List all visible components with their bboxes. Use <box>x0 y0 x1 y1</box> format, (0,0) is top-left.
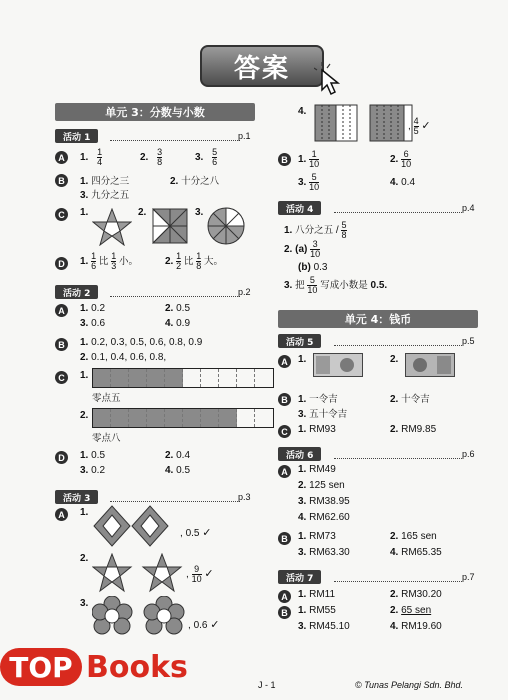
answer-b2: 2. 165 sen <box>390 531 437 542</box>
answer-a4: 4. 0.9 <box>165 318 191 329</box>
answer-a3: 3. $\frac{5}{6}$ <box>195 147 218 167</box>
dotted-leader <box>334 335 462 346</box>
answer-b3: 3. $\frac{5}{10}$ <box>298 172 320 192</box>
pointer-cursor-icon <box>314 62 348 96</box>
topbooks-logo <box>0 636 190 696</box>
logo-top-text: TOP <box>0 648 82 686</box>
answer-d1: 1. $\frac{1}{6}$ 比 $\frac{1}{3}$ 小。 <box>80 251 139 271</box>
unit4-title: 单元 4：钱币 <box>278 310 478 328</box>
answer-c2: 零点八 <box>92 433 121 444</box>
logo-books-text: Books <box>86 650 188 685</box>
section-b-badge: B <box>55 338 68 351</box>
activity-4-tab: 活动 4 <box>278 201 321 215</box>
page-ref: p.7 <box>462 572 475 582</box>
answer-b1: 1. $\frac{1}{10}$ <box>298 149 320 169</box>
answer-d1: 1. 0.5 <box>80 450 106 461</box>
item-number: 2. <box>80 410 89 421</box>
answer-b2: 2. $\frac{6}{10}$ <box>390 149 412 169</box>
item-number: 4. <box>298 106 307 117</box>
answer-a1: 1. RM11 <box>298 589 336 600</box>
answer-a3: 3. RM38.95 <box>298 496 350 507</box>
answer-a2: , $\frac{9}{10}$ ✓ <box>186 564 214 584</box>
section-a-badge: A <box>55 508 68 521</box>
page-ref: p.6 <box>462 449 475 459</box>
bar-cell <box>255 409 273 427</box>
section-a-badge: A <box>55 151 68 164</box>
answer-a1: , 0.5 ✓ <box>180 527 212 539</box>
bar-cell <box>183 409 201 427</box>
item-number: 1. <box>80 507 89 518</box>
section-a-badge: A <box>278 590 291 603</box>
bar-cell <box>237 369 255 387</box>
answer-4-2b: (b) 0.3 <box>298 262 328 273</box>
answer-b4: 4. RM19.60 <box>390 621 442 632</box>
item-number: 1. <box>80 207 89 218</box>
section-c-badge: C <box>55 371 68 384</box>
answer-c2: 2. RM9.85 <box>390 424 437 435</box>
banknote-one-ringgit-image <box>313 353 363 377</box>
section-b-badge: B <box>278 153 291 166</box>
section-c-badge: C <box>278 425 291 438</box>
activity-5-tab: 活动 5 <box>278 334 321 348</box>
answer-b3: 3. RM45.10 <box>298 621 350 632</box>
banknote-ten-ringgit-image <box>405 353 455 377</box>
bar-cell <box>165 409 183 427</box>
answer-d3: 3. 0.2 <box>80 465 106 476</box>
answers-title: 答案 <box>200 45 324 87</box>
answer-d4: 4. 0.5 <box>165 465 191 476</box>
page-ref: p.1 <box>238 131 251 141</box>
answer-b1: 1. 0.2, 0.3, 0.5, 0.6, 0.8, 0.9 <box>80 337 203 348</box>
star-pattern-shapes <box>92 553 192 593</box>
answer-a1: 1. $\frac{1}{4}$ <box>80 147 103 167</box>
decimal-bar-1 <box>92 368 274 388</box>
answer-b2: 2. 十分之八 <box>170 176 220 187</box>
decimal-bar-2 <box>92 408 274 428</box>
answer-a1: 1. 0.2 <box>80 303 106 314</box>
dotted-leader <box>110 491 240 502</box>
publisher-credit: © Tunas Pelangi Sdn. Bhd. <box>355 680 464 690</box>
answer-4-3: 3. 把 $\frac{5}{10}$ 写成小数是 0.5. <box>284 275 388 295</box>
bar-cell <box>93 409 111 427</box>
answer-4-2a: 2. (a) $\frac{3}{10}$ <box>284 239 321 259</box>
answer-b4: 4. 0.4 <box>390 177 416 188</box>
bar-cell <box>183 369 201 387</box>
answer-b1: 1. 一令吉 <box>298 394 338 405</box>
answer-b2: 2. 0.1, 0.4, 0.6, 0.8, <box>80 352 167 363</box>
section-b-badge: B <box>55 174 68 187</box>
bar-cell <box>219 409 237 427</box>
answer-b1: 1. RM55 <box>298 605 336 616</box>
section-d-badge: D <box>55 451 68 464</box>
answer-b1: 1. 四分之三 <box>80 176 130 187</box>
flower-pattern-shapes <box>92 596 202 638</box>
item-number: 3. <box>80 598 89 609</box>
page-ref: p.5 <box>462 336 475 346</box>
activity-6-tab: 活动 6 <box>278 447 321 461</box>
item-number: 2. <box>390 354 399 365</box>
page-ref: p.3 <box>238 492 251 502</box>
bar-cell <box>111 409 129 427</box>
page-number: J - 1 <box>258 680 276 690</box>
answer-a3: , 0.6 ✓ <box>188 619 220 631</box>
answer-a2: 2. 125 sen <box>298 480 345 491</box>
section-b-badge: B <box>278 532 291 545</box>
answer-a2: 2. $\frac{3}{8}$ <box>140 147 163 167</box>
answer-b4: 4. RM65.35 <box>390 547 442 558</box>
dotted-leader <box>110 286 240 297</box>
activity-2-tab: 活动 2 <box>55 285 98 299</box>
circle-shape <box>207 207 245 245</box>
star-shape <box>92 208 132 246</box>
answer-4-1: 1. 八分之五 / $\frac{5}{8}$ <box>284 220 347 240</box>
section-a-badge: A <box>278 465 291 478</box>
bar-cell <box>201 409 219 427</box>
section-d-badge: D <box>55 257 68 270</box>
bar-cell <box>129 409 147 427</box>
section-a-badge: A <box>55 304 68 317</box>
answer-a1: 1. RM49 <box>298 464 336 475</box>
section-a-badge: A <box>278 355 291 368</box>
bar-cell <box>111 369 129 387</box>
section-c-badge: C <box>55 208 68 221</box>
bar-cell <box>147 369 165 387</box>
answer-a2: 2. 0.5 <box>165 303 191 314</box>
page-ref: p.2 <box>238 287 251 297</box>
section-b-badge: B <box>278 393 291 406</box>
item-number: 1. <box>80 370 89 381</box>
answer-b3: 3. RM63.30 <box>298 547 350 558</box>
dotted-leader <box>334 202 462 213</box>
answer-b1: 1. RM73 <box>298 531 336 542</box>
answer-b2: 2. 十令吉 <box>390 394 430 405</box>
bar-cell <box>147 409 165 427</box>
item-number: 3. <box>195 207 204 218</box>
answer-b3: 3. 五十令吉 <box>298 409 348 420</box>
item-number: 2. <box>138 207 147 218</box>
page-ref: p.4 <box>462 203 475 213</box>
activity-1-tab: 活动 1 <box>55 129 98 143</box>
bar-cell <box>129 369 147 387</box>
answer-a4: 4. RM62.60 <box>298 512 350 523</box>
answer-d2: 2. $\frac{1}{2}$ 比 $\frac{1}{8}$ 大。 <box>165 251 224 271</box>
bar-cell <box>219 369 237 387</box>
bar-cell <box>201 369 219 387</box>
dotted-leader <box>334 448 462 459</box>
answer-d2: 2. 0.4 <box>165 450 191 461</box>
bar-cell <box>237 409 255 427</box>
answer-b3: 3. 九分之五 <box>80 190 130 201</box>
square-shape <box>152 208 188 244</box>
activity-7-tab: 活动 7 <box>278 570 321 584</box>
bar-cell <box>255 369 273 387</box>
activity-3-tab: 活动 3 <box>55 490 98 504</box>
answer-a3: 3. 0.6 <box>80 318 106 329</box>
dotted-leader <box>334 571 462 582</box>
section-b-badge: B <box>278 606 291 619</box>
dotted-leader <box>110 130 240 141</box>
bar-cell <box>165 369 183 387</box>
unit3-title: 单元 3：分数与小数 <box>55 103 255 121</box>
bar-cell <box>93 369 111 387</box>
answer-c1: 零点五 <box>92 393 121 404</box>
answer-c1: 1. RM93 <box>298 424 336 435</box>
item-number: 1. <box>298 354 307 365</box>
answer-b2: 2. 65 sen <box>390 605 432 616</box>
answer-a2: 2. RM30.20 <box>390 589 442 600</box>
item-number: 2. <box>80 553 89 564</box>
answer-q4: , $\frac{4}{5}$ ✓ <box>408 116 431 136</box>
